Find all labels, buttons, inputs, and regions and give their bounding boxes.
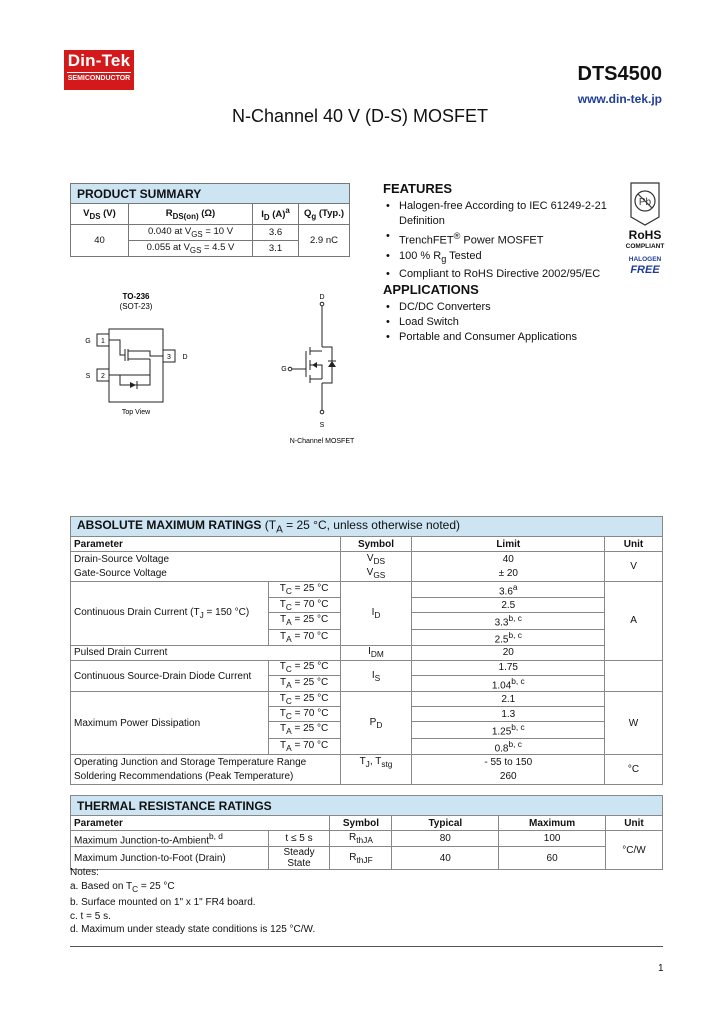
- feature-item: • 100 % $R_g$ Tested: [383, 249, 623, 267]
- schematic-source-label: S: [319, 422, 325, 429]
- col-typical: Typical: [392, 816, 499, 831]
- col-symbol: Symbol: [340, 537, 412, 552]
- pin-s-label: S: [85, 373, 91, 380]
- thermal-resistance-table: [70, 795, 663, 870]
- table-row: Maximum Power Dissipation $T_C = 25$ °C $P_D$ 2.1 W: [71, 692, 663, 707]
- page-number: 1: [658, 963, 664, 974]
- col-symbol: Symbol: [330, 816, 392, 831]
- product-summary-table: [70, 183, 350, 257]
- header-id: $I_D$ $(A)^a$: [253, 204, 299, 225]
- table-row: Continuous Source-Drain Diode Current $T_C = 25$ °C $I_S$ 1.75: [71, 660, 663, 675]
- col-parameter: Parameter: [71, 537, 341, 552]
- note-b: b. Surface mounted on 1" x 1" FR4 board.: [70, 897, 256, 908]
- note-a: a. Based on $T_C = 25$ °C: [70, 880, 175, 894]
- schematic-drain-label: D: [319, 294, 325, 301]
- website-link[interactable]: www.din-tek.jp: [577, 92, 662, 106]
- package-diagram: [76, 287, 206, 422]
- feature-item: • Halogen-free According to IEC 61249-2-21 Definition: [383, 199, 623, 229]
- logo-subtext: SEMICONDUCTOR: [67, 72, 131, 85]
- pin-2: 2: [101, 373, 105, 380]
- pb-text: Pb: [638, 197, 652, 208]
- pin-3: 3: [167, 354, 171, 361]
- feature-item: • TrenchFET® Power MOSFET: [383, 229, 623, 249]
- page-title: N-Channel 40 V (D-S) MOSFET: [231, 106, 489, 126]
- notes: [70, 866, 315, 937]
- top-view-label: Top View: [121, 409, 151, 416]
- rds-row-2: 0.055 at $V_{GS} = 4.5$ V: [129, 241, 253, 257]
- table-row: Gate-Source Voltage $V_{GS}$ ± 20: [71, 567, 663, 582]
- header-rds: $R_{DS(on)}$ (Ω): [129, 204, 253, 225]
- note-d: d. Maximum under steady state conditions is 125 °C/W.: [70, 924, 316, 935]
- feature-item: • Compliant to RoHS Directive 2002/95/EC: [383, 267, 623, 282]
- vds-value: 40: [71, 225, 129, 257]
- rohs-badge: [624, 182, 666, 276]
- absolute-max-ratings-table: ABSOLUTE MAXIMUM RATINGS ($T_A = 25$ °C, unless otherwise noted) Parameter Symbol Limit Unit Drain-Source Voltage $V_{DS}$ 40 V Gate-Source Voltage $V_{GS}$ ± 20 Continuous Drain Current ($T_J = 150$ °C) $T_C = 25$ °C $I_D$ 3.6$^a$ A $T_C = 70$ °C 2.5 $T_A = 25$ °C 3.3$^{b, c}$ $T_A = 70$ °C 2.5$^{b, c}$ Pulsed Drain Current $I_{DM}$ 20 Continuous Source-Drain Diode Current $T_C = 25$ °C $I_S$ 1.75 $T_A = 25$ °C 1.04$^{b, c}$ Maximum Power Dissipation $T_C = 25$ °C $P_D$ 2.1 W $T_C = 70$ °C 1.3 $T_A = 25$ °C 1.25$^{b, c}$ $T_A = 70$ °C 0.8$^{b, c}$ Operating Junction and Storage Temperature Range $T_J$, $T_{stg}$ - 55 to 150 °C Soldering Recommendations (Peak Temperature) 260: [70, 516, 663, 785]
- company-logo: [64, 50, 134, 90]
- col-unit: Unit: [606, 816, 663, 831]
- footer-divider: [70, 946, 663, 947]
- features-title: FEATURES: [383, 181, 453, 196]
- id-row-2: 3.1: [253, 241, 299, 257]
- product-summary-title: PRODUCT SUMMARY: [71, 184, 350, 204]
- rohs-compliant: COMPLIANT: [625, 243, 665, 250]
- schematic-caption: N-Channel MOSFET: [289, 438, 355, 445]
- header-vds: $V_{DS}$ (V): [71, 204, 129, 225]
- pin-1: 1: [101, 338, 105, 345]
- halogen-free-label: FREE: [630, 264, 660, 276]
- part-number: DTS4500: [577, 63, 662, 85]
- thermal-title: THERMAL RESISTANCE RATINGS: [71, 796, 663, 816]
- table-row: Continuous Drain Current ($T_J = 150$ °C) $T_C = 25$ °C $I_D$ 3.6$^a$ A: [71, 582, 663, 598]
- package-name: TO-236: [122, 292, 150, 301]
- rohs-label: RoHS: [628, 228, 662, 242]
- pin-d-label: D: [182, 354, 188, 361]
- abs-max-title: ABSOLUTE MAXIMUM RATINGS ($T_A = 25$ °C, unless otherwise noted): [71, 517, 663, 537]
- col-parameter: Parameter: [71, 816, 330, 831]
- applications-title: APPLICATIONS: [383, 282, 479, 297]
- application-item: • DC/DC Converters: [383, 300, 643, 315]
- header-qg: $Q_g$ (Typ.): [299, 204, 350, 225]
- table-row: Drain-Source Voltage $V_{DS}$ 40 V: [71, 552, 663, 567]
- table-row: Soldering Recommendations (Peak Temperature) 260: [71, 769, 663, 784]
- id-row-1: 3.6: [253, 225, 299, 241]
- table-row: Operating Junction and Storage Temperature Range $T_J$, $T_{stg}$ - 55 to 150 °C: [71, 754, 663, 769]
- halogen-label: HALOGEN: [628, 256, 662, 263]
- col-maximum: Maximum: [499, 816, 606, 831]
- pb-free-icon: [628, 182, 662, 226]
- table-row: Pulsed Drain Current $I_{DM}$ 20: [71, 645, 663, 660]
- notes-title: Notes:: [70, 867, 99, 878]
- table-row: Maximum Junction-to-Ambient$^{b, d}$ t ≤ 5 s $R_{thJA}$ 80 100 °C/W: [71, 831, 663, 847]
- logo-text: Din-Tek: [67, 51, 131, 70]
- pin-g-label: G: [85, 338, 91, 345]
- application-item: • Portable and Consumer Applications: [383, 330, 643, 345]
- schematic-gate-label: G: [281, 366, 287, 373]
- application-item: • Load Switch: [383, 315, 643, 330]
- col-limit: Limit: [412, 537, 605, 552]
- rds-row-1: 0.040 at $V_{GS} = 10$ V: [129, 225, 253, 241]
- table-row: Maximum Junction-to-Foot (Drain) Steady State $R_{thJF}$ 40 60: [71, 847, 663, 870]
- qg-value: 2.9 nC: [299, 225, 350, 257]
- mosfet-schematic: [276, 287, 366, 447]
- features-list: [383, 199, 623, 282]
- note-c: c. t = 5 s.: [70, 910, 111, 922]
- col-unit: Unit: [605, 537, 663, 552]
- package-alt: (SOT-23): [119, 302, 153, 311]
- applications-list: [383, 300, 643, 345]
